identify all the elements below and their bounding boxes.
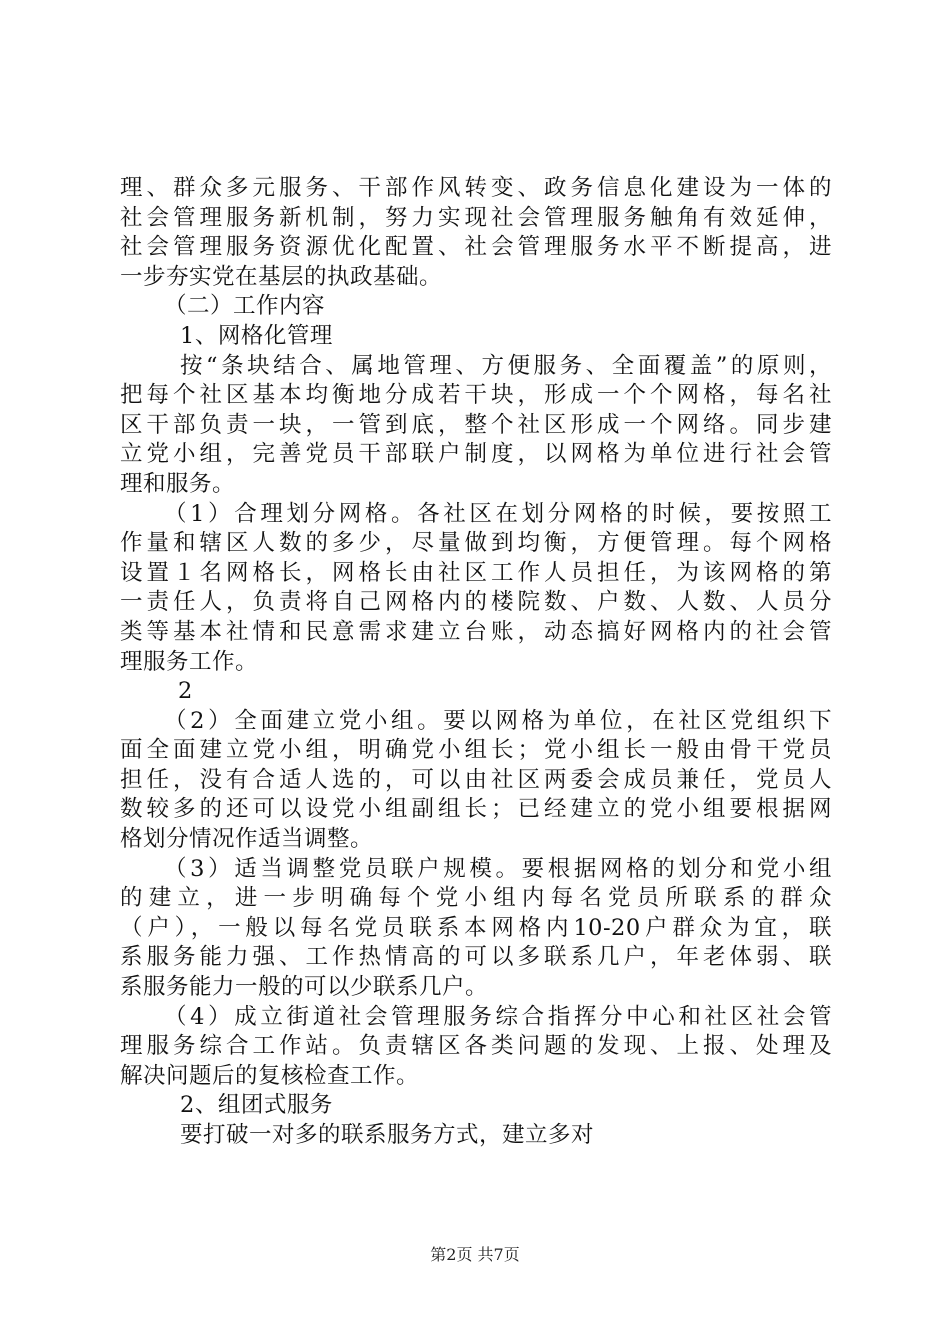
text-line: 系服务能力一般的可以少联系几户。 [120,974,489,1001]
text-line: 社会管理服务新机制，努力实现社会管理服务触角有效延伸， [120,204,832,231]
text-line: 理服务工作。 [120,648,259,675]
text-line: 把每个社区基本均衡地分成若干块，形成一个个网格，每名社 [120,382,832,409]
text-line: 区干部负责一块，一管到底，整个社区形成一个网络。同步建 [120,411,832,438]
subsection-heading: 1、网格化管理 [180,322,333,349]
text-line: 格划分情况作适当调整。 [120,826,374,853]
paragraph-first-line: 按“条块结合、属地管理、方便服务、全面覆盖”的原则， [180,352,832,379]
subsection-heading: 2、组团式服务 [180,1092,333,1119]
text-line: 一责任人，负责将自己网格内的楼院数、户数、人数、人员分 [120,589,832,616]
paragraph-first-line: 要打破一对多的联系服务方式，建立多对 [180,1122,595,1148]
text-line: 理服务综合工作站。负责辖区各类问题的发现、上报、处理及 [120,1033,832,1060]
text-line: 系服务能力强、工作热情高的可以多联系几户，年老体弱、联 [120,944,832,971]
text-line: 理、群众多元服务、干部作风转变、政务信息化建设为一体的 [120,175,832,201]
text-line: 的建立，进一步明确每个党小组内每名党员所联系的群众 [120,885,832,912]
text-line: 立党小组，完善党员干部联户制度，以网格为单位进行社会管 [120,441,832,468]
text-line: 担任，没有合适人选的，可以由社区两委会成员兼任，党员人 [120,766,832,793]
text-line: 设置１名网格长，网格长由社区工作人员担任，为该网格的第 [120,559,832,586]
text-line: 数较多的还可以设党小组副组长；已经建立的党小组要根据网 [120,796,832,823]
page-footer [0,1245,950,1265]
paragraph-first-line: （3）适当调整党员联户规模。要根据网格的划分和党小组 [164,855,832,882]
paragraph-first-line: （2）全面建立党小组。要以网格为单位，在社区党组织下 [164,707,832,734]
section-heading: （二）工作内容 [164,293,326,320]
text-line: 解决问题后的复核检查工作。 [120,1062,420,1089]
text-line: 一步夯实党在基层的执政基础。 [120,263,443,290]
document-body [120,174,832,1151]
text-line: 社会管理服务资源优化配置、社会管理服务水平不断提高，进 [120,234,832,261]
paragraph-first-line: （1）合理划分网格。各社区在划分网格的时候，要按照工 [164,500,832,527]
text-line: 面全面建立党小组，明确党小组长；党小组长一般由骨干党员 [120,737,832,764]
text-line: 作量和辖区人数的多少，尽量做到均衡，方便管理。每个网格 [120,530,832,557]
inline-page-number: 2 [178,678,193,705]
paragraph-first-line: （4）成立街道社会管理服务综合指挥分中心和社区社会管 [164,1003,832,1030]
text-line: 类等基本社情和民意需求建立台账，动态搞好网格内的社会管 [120,618,832,645]
page-number-label: 第2页 共7页 [430,1245,520,1264]
text-line: 理和服务。 [120,470,236,497]
text-line: （户），一般以每名党员联系本网格内10-20户群众为宜，联 [120,914,832,941]
